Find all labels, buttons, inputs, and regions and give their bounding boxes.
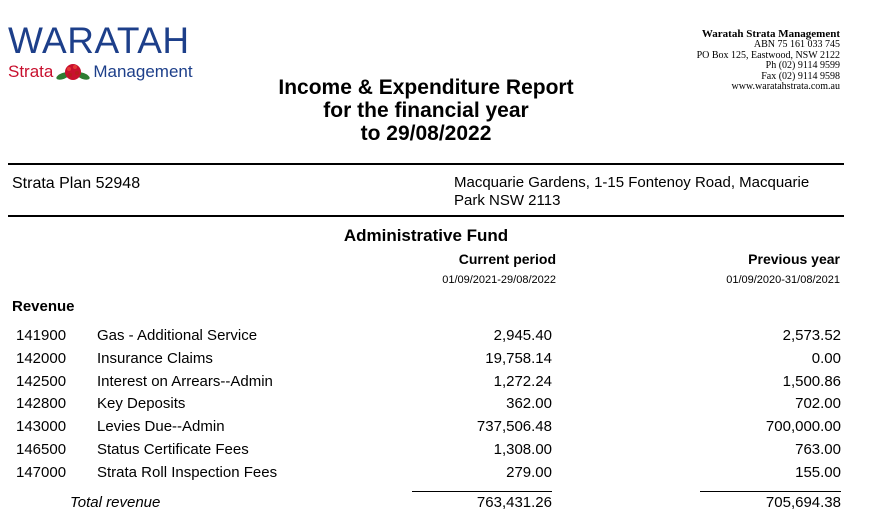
logo-strata-text: Strata — [8, 62, 54, 81]
previous-amount: 1,500.86 — [782, 372, 841, 390]
table-row — [0, 462, 870, 485]
table-row — [0, 371, 870, 394]
report-title-line-3: to 29/08/2022 — [360, 122, 492, 145]
account-code: 142800 — [16, 395, 67, 413]
current-amount: 362.00 — [506, 395, 552, 413]
logo-wordmark: WARATAH — [8, 20, 190, 61]
previous-year-header: Previous year — [748, 251, 840, 267]
company-details — [697, 28, 840, 93]
current-amount: 19,758.14 — [485, 349, 552, 367]
table-row — [0, 325, 870, 348]
table-row — [0, 393, 870, 416]
table-row — [0, 348, 870, 371]
revenue-table — [0, 325, 870, 485]
account-code: 141900 — [16, 327, 67, 344]
plan-divider — [8, 215, 844, 217]
account-code: 142500 — [16, 372, 67, 390]
previous-amount: 702.00 — [795, 395, 841, 413]
report-title-line-2: for the financial year — [323, 99, 529, 122]
table-row — [0, 439, 870, 462]
company-abn: ABN 75 161 033 745 — [753, 39, 840, 50]
account-code: 146500 — [16, 440, 67, 458]
account-description: Insurance Claims — [97, 349, 213, 367]
total-previous-amount: 705,694.38 — [765, 494, 841, 511]
company-logo — [8, 22, 208, 83]
account-description: Status Certificate Fees — [97, 440, 249, 458]
current-amount: 1,272.24 — [493, 372, 552, 390]
logo-subtitle — [8, 61, 208, 83]
logo-management-text: Management — [93, 62, 193, 81]
account-code: 142000 — [16, 349, 67, 367]
report-title-line-1: Income & Expenditure Report — [278, 76, 574, 99]
previous-amount: 0.00 — [811, 349, 841, 367]
company-phone: Ph (02) 9114 9599 — [765, 60, 840, 71]
company-name: Waratah Strata Management — [701, 28, 840, 40]
property-address: Macquarie Gardens, 1-15 Fontenoy Road, Macquarie Park NSW 2113 — [454, 174, 810, 209]
fund-title: Administrative Fund — [343, 226, 509, 245]
current-period-header: Current period — [458, 251, 556, 267]
report-title — [220, 76, 632, 145]
account-description: Key Deposits — [97, 395, 186, 413]
company-fax: Fax (02) 9114 9598 — [761, 70, 840, 82]
total-revenue-label: Total revenue — [70, 494, 161, 511]
current-period-range: 01/09/2021-29/08/2022 — [442, 274, 556, 286]
previous-amount: 700,000.00 — [765, 418, 841, 436]
company-website: www.waratahstrata.com.au — [731, 81, 840, 92]
previous-year-range: 01/09/2020-31/08/2021 — [726, 274, 840, 286]
account-description: Interest on Arrears--Admin — [97, 372, 273, 390]
company-po-box: PO Box 125, Eastwood, NSW 2122 — [696, 49, 840, 61]
table-row — [0, 416, 870, 439]
strata-plan-label: Strata Plan 52948 — [12, 175, 141, 192]
current-amount: 2,945.40 — [493, 327, 552, 344]
total-current-amount: 763,431.26 — [476, 494, 552, 511]
account-code: 147000 — [16, 463, 67, 481]
current-amount: 279.00 — [506, 463, 552, 481]
account-description: Levies Due--Admin — [97, 418, 225, 436]
account-description: Strata Roll Inspection Fees — [97, 463, 278, 481]
total-revenue-row — [0, 493, 870, 513]
previous-amount: 2,573.52 — [782, 327, 841, 344]
waratah-flower-icon — [55, 61, 91, 83]
header-divider — [8, 163, 844, 165]
previous-total-rule — [700, 491, 841, 492]
current-amount: 737,506.48 — [476, 418, 552, 436]
current-total-rule — [412, 491, 552, 492]
current-amount: 1,308.00 — [493, 440, 552, 458]
previous-amount: 763.00 — [795, 440, 841, 458]
previous-amount: 155.00 — [795, 463, 841, 481]
account-code: 143000 — [16, 418, 67, 436]
revenue-section-heading: Revenue — [12, 298, 75, 315]
account-description: Gas - Additional Service — [97, 327, 258, 344]
